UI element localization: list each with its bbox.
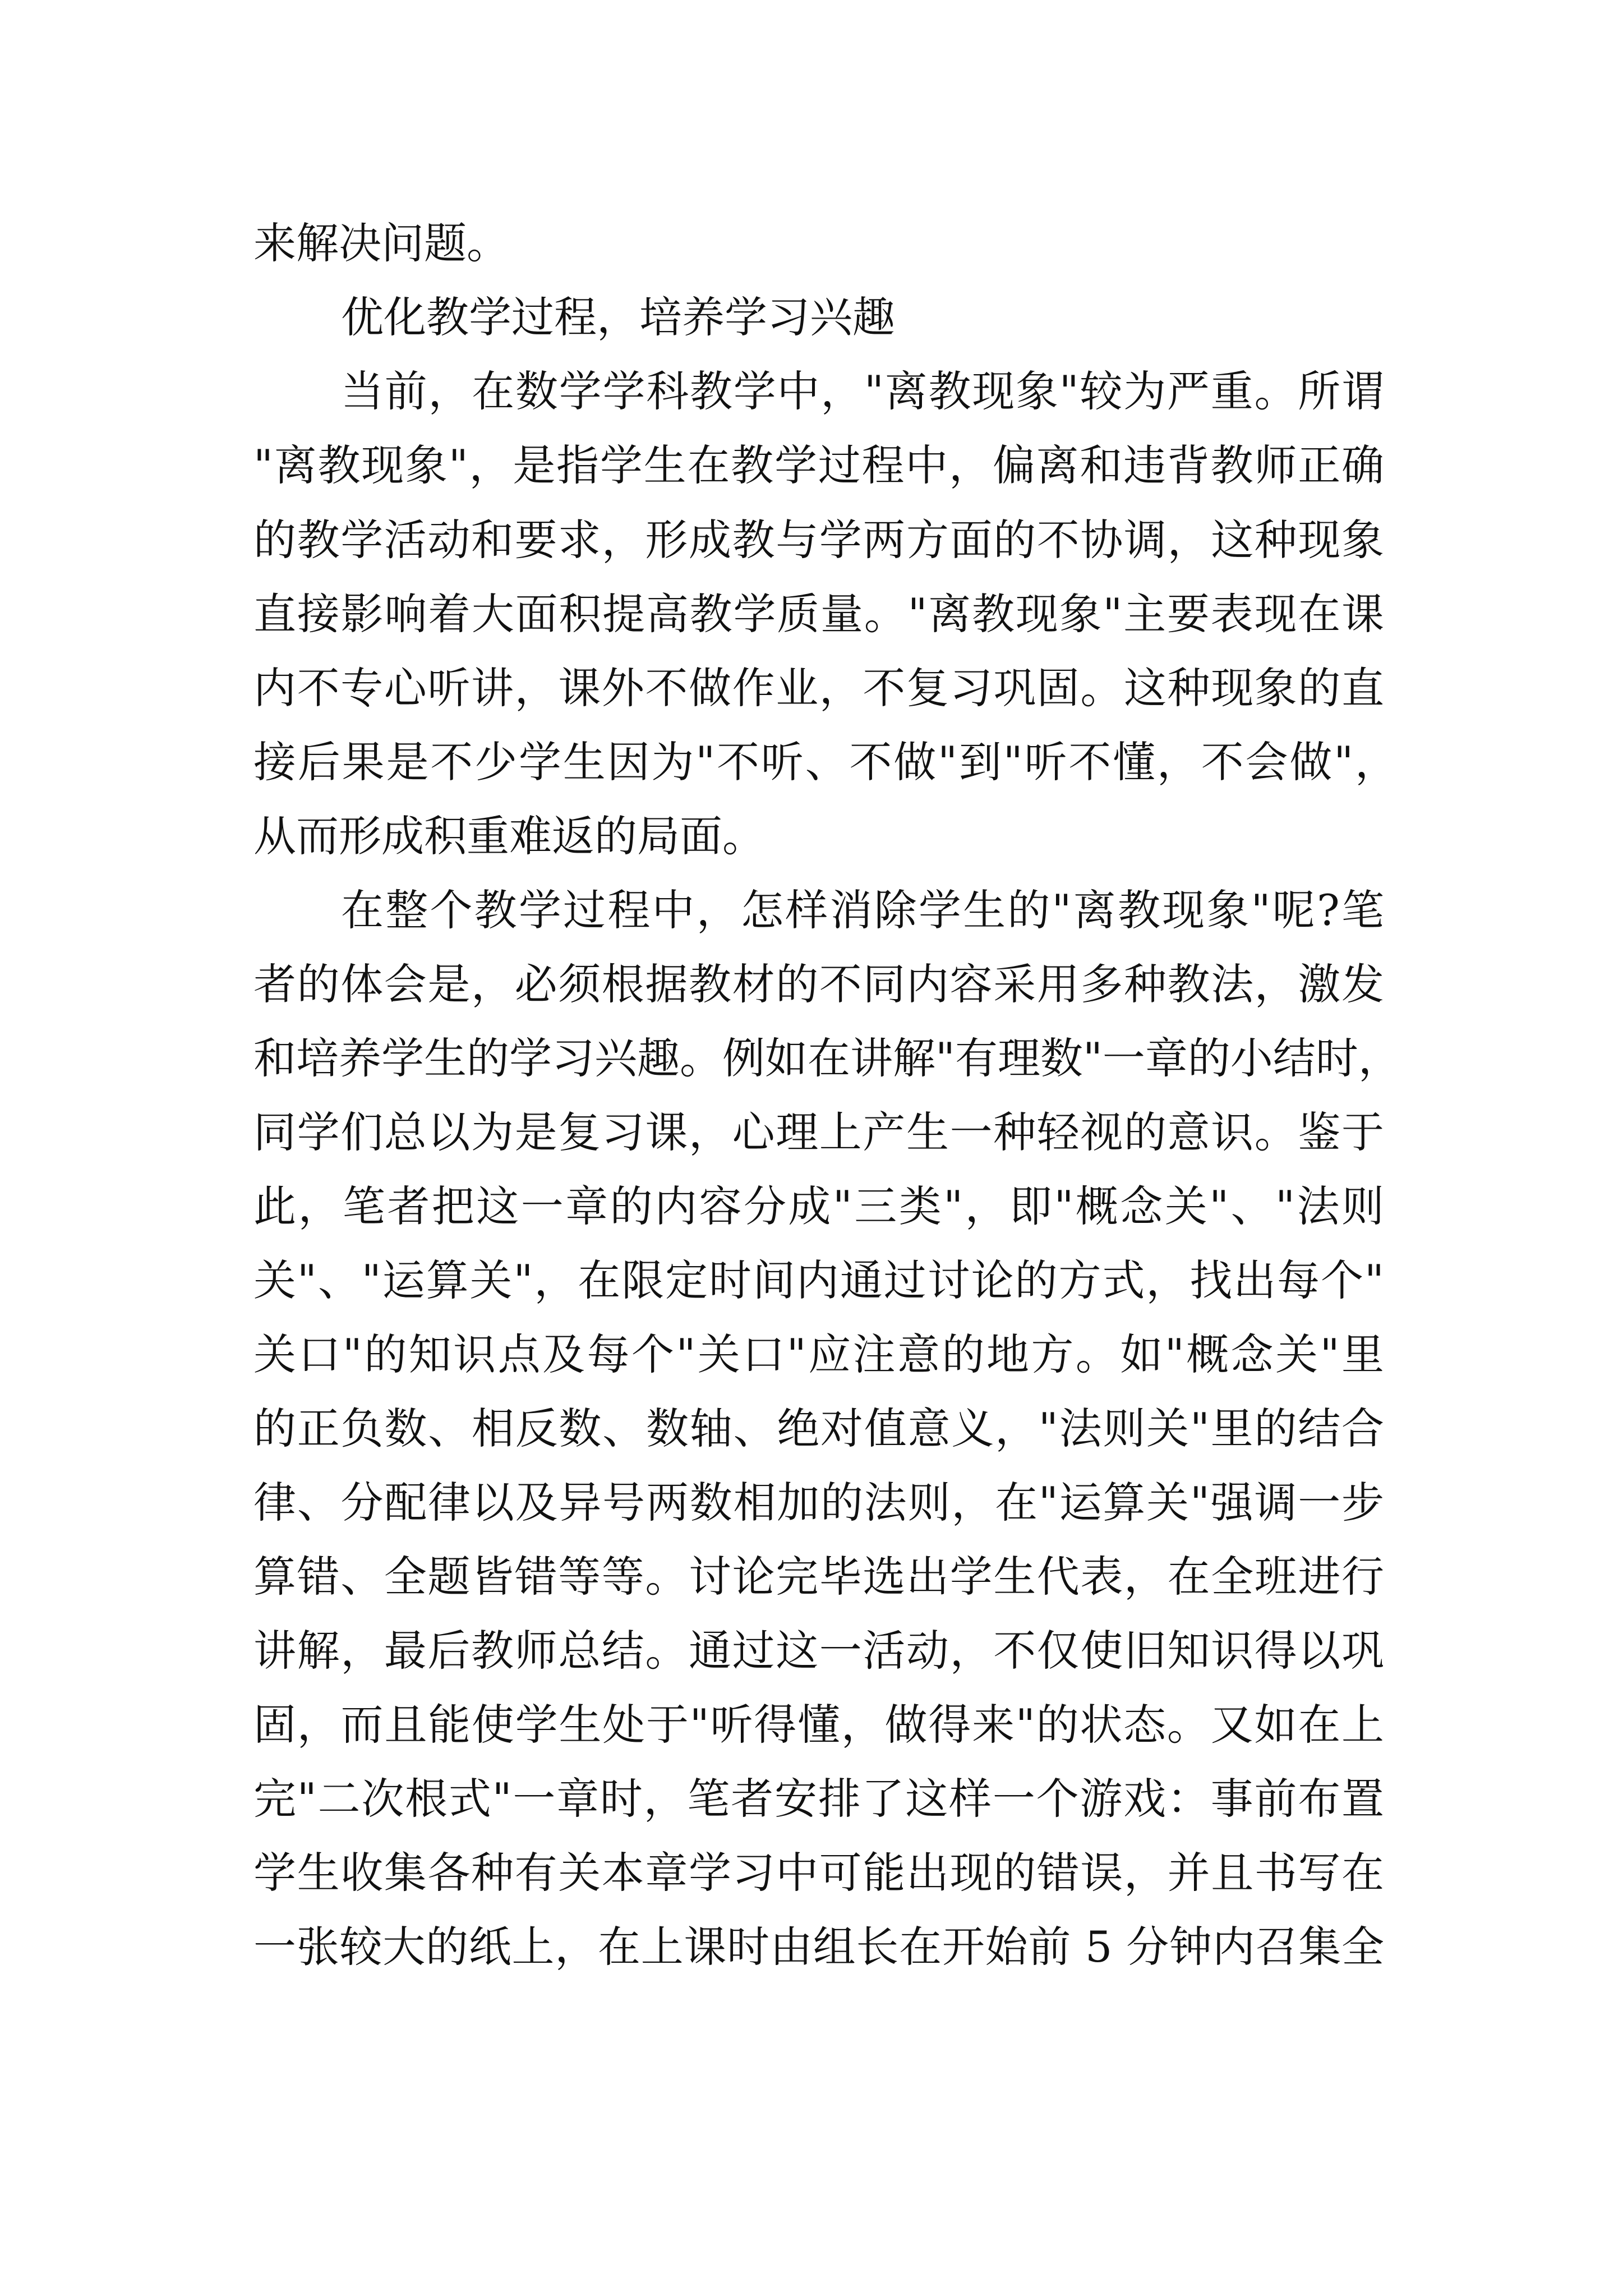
line-text: 固，而且能使学生处于"听得懂，做得来"的状态。又如在上 [253,1700,1384,1750]
line-text: 当前，在数学学科教学中，"离教现象"较为严重。所谓 [341,366,1384,416]
text-line [0,951,1623,1018]
text-line [0,803,1623,870]
text-line [0,1765,1623,1833]
text-line [0,1395,1623,1462]
line-text: 在整个教学过程中，怎样消除学生的"离教现象"呢?笔 [341,885,1384,935]
line-text: 讲解，最后教师总结。通过这一活动，不仅使旧知识得以巩 [253,1626,1384,1676]
line-text: "离教现象"，是指学生在教学过程中，偏离和违背教师正确 [253,440,1384,490]
text-line [0,1321,1623,1388]
line-text: 同学们总以为是复习课，心理上产生一种轻视的意识。鉴于 [253,1107,1384,1157]
text-line [0,507,1623,574]
line-text: 者的体会是，必须根据教材的不同内容采用多种教法，激发 [253,959,1384,1009]
text-line [0,1025,1623,1092]
line-text: 接后果是不少学生因为"不听、不做"到"听不懂，不会做"， [253,737,1398,787]
line-text: 内不专心听讲，课外不做作业，不复习巩固。这种现象的直 [253,663,1384,713]
line-text: 律、分配律以及异号两数相加的法则，在"运算关"强调一步 [253,1478,1384,1527]
line-text: 一张较大的纸上，在上课时由组长在开始前 5 分钟内召集全 [253,1922,1384,1972]
text-line [0,210,1623,277]
text-line [0,432,1623,499]
text-line [0,729,1623,796]
line-text: 来解决问题。 [253,218,509,268]
text-line [0,1617,1623,1685]
text-line [0,1469,1623,1536]
line-text: 此，笔者把这一章的内容分成"三类"，即"概念关"、"法则 [253,1181,1384,1231]
line-text: 从而形成积重难返的局面。 [253,811,765,861]
line-text: 关"、"运算关"，在限定时间内通过讨论的方式，找出每个" [253,1255,1384,1305]
text-line [0,1247,1623,1314]
text-line [0,1913,1623,1981]
text-line [0,1099,1623,1166]
line-text: 的教学活动和要求，形成教与学两方面的不协调，这种现象 [253,515,1384,565]
line-text: 直接影响着大面积提高教学质量。"离教现象"主要表现在课 [253,589,1384,639]
line-text: 学生收集各种有关本章学习中可能出现的错误，并且书写在 [253,1848,1384,1898]
line-text: 完"二次根式"一章时，笔者安排了这样一个游戏：事前布置 [253,1774,1384,1824]
text-line [0,581,1623,648]
line-text: 关口"的知识点及每个"关口"应注意的地方。如"概念关"里 [253,1329,1384,1379]
line-text: 和培养学生的学习兴趣。例如在讲解"有理数"一章的小结时， [253,1033,1401,1083]
text-line [0,1173,1623,1240]
section-heading [0,284,1623,351]
text-line [0,655,1623,722]
heading-text: 优化教学过程，培养学习兴趣 [341,292,895,342]
text-line [0,1691,1623,1759]
text-line [0,358,1623,425]
text-line [0,877,1623,944]
line-text: 的正负数、相反数、数轴、绝对值意义，"法则关"里的结合 [253,1404,1384,1453]
line-text: 算错、全题皆错等等。讨论完毕选出学生代表，在全班进行 [253,1552,1384,1602]
text-line [0,1543,1623,1611]
text-line [0,1839,1623,1907]
